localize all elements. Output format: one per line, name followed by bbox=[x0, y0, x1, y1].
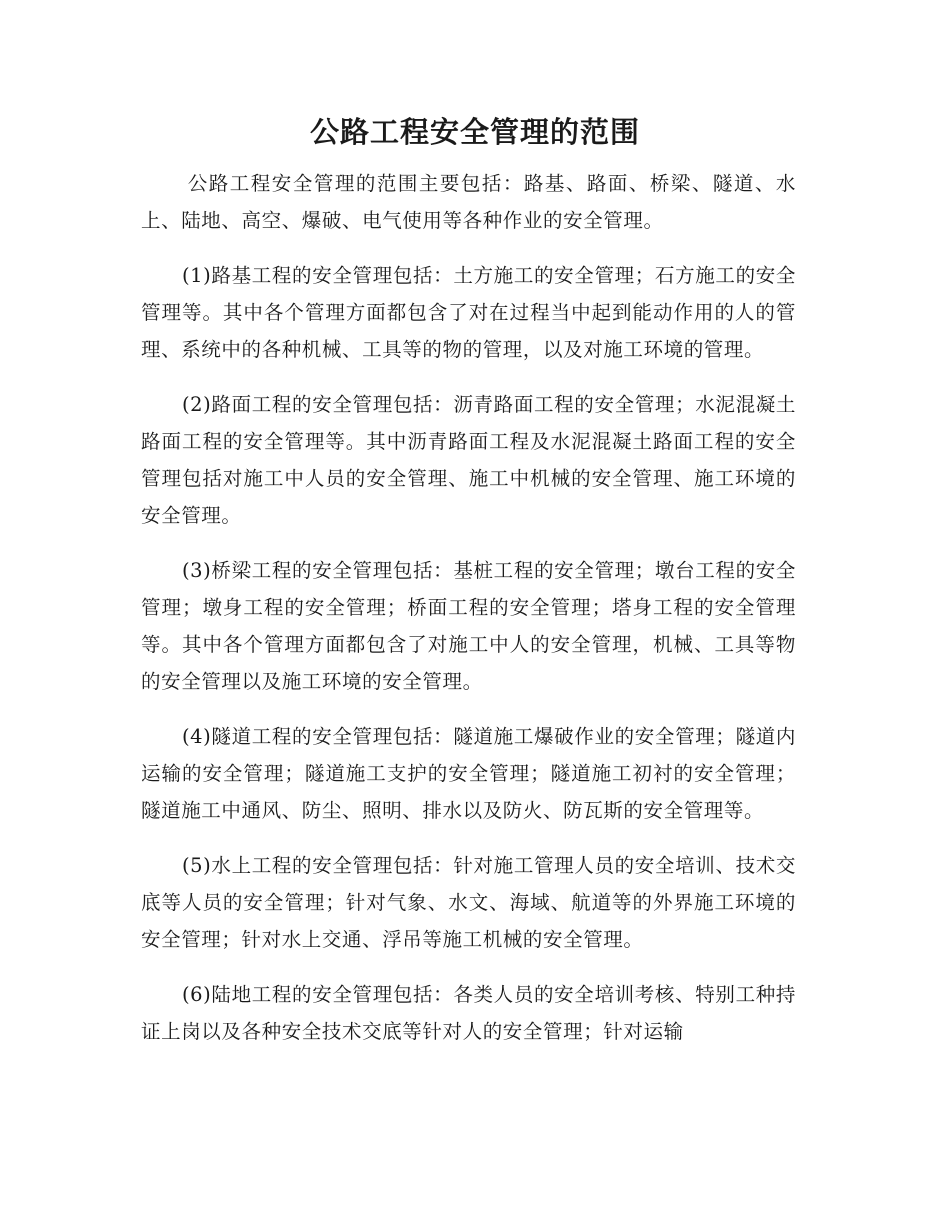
paragraph-roadbed: (1)路基工程的安全管理包括：土方施工的安全管理；石方施工的安全管理等。其中各个管理方面都包含了对在过程当中起到能动作用的人的管理、系统中的各种机械、工具等的物的管理，以及对施工环境的管理。 bbox=[141, 264, 796, 361]
paragraph-land: (6)陆地工程的安全管理包括：各类人员的安全培训考核、特别工种持证上岗以及各种安全技术交底等针对人的安全管理；针对运输 bbox=[141, 983, 796, 1043]
paragraph-water: (5)水上工程的安全管理包括：针对施工管理人员的安全培训、技术交底等人员的安全管理；针对气象、水文、海域、航道等的外界施工环境的安全管理；针对水上交通、浮吊等施工机械的安全管理。 bbox=[141, 854, 796, 951]
paragraph-intro: 公路工程安全管理的范围主要包括：路基、路面、桥梁、隧道、水上、陆地、高空、爆破、电气使用等各种作业的安全管理。 bbox=[141, 172, 796, 232]
paragraph-pavement: (2)路面工程的安全管理包括：沥青路面工程的安全管理；水泥混凝土路面工程的安全管理等。其中沥青路面工程及水泥混凝土路面工程的安全管理包括对施工中人员的安全管理、施工中机械的安全管理、施工环境的安全管理。 bbox=[141, 393, 796, 527]
paragraph-bridge: (3)桥梁工程的安全管理包括：基桩工程的安全管理；墩台工程的安全管理；墩身工程的安全管理；桥面工程的安全管理；塔身工程的安全管理等。其中各个管理方面都包含了对施工中人的安全管理，机械、工具等物的安全管理以及施工环境的安全管理。 bbox=[141, 559, 796, 693]
document-body bbox=[141, 165, 796, 1068]
paragraph-tunnel: (4)隧道工程的安全管理包括：隧道施工爆破作业的安全管理；隧道内运输的安全管理；隧道施工支护的安全管理；隧道施工初衬的安全管理；隧道施工中通风、防尘、照明、排水以及防火、防瓦斯的安全管理等。 bbox=[141, 725, 796, 822]
document-title: 公路工程安全管理的范围 bbox=[309, 115, 640, 149]
